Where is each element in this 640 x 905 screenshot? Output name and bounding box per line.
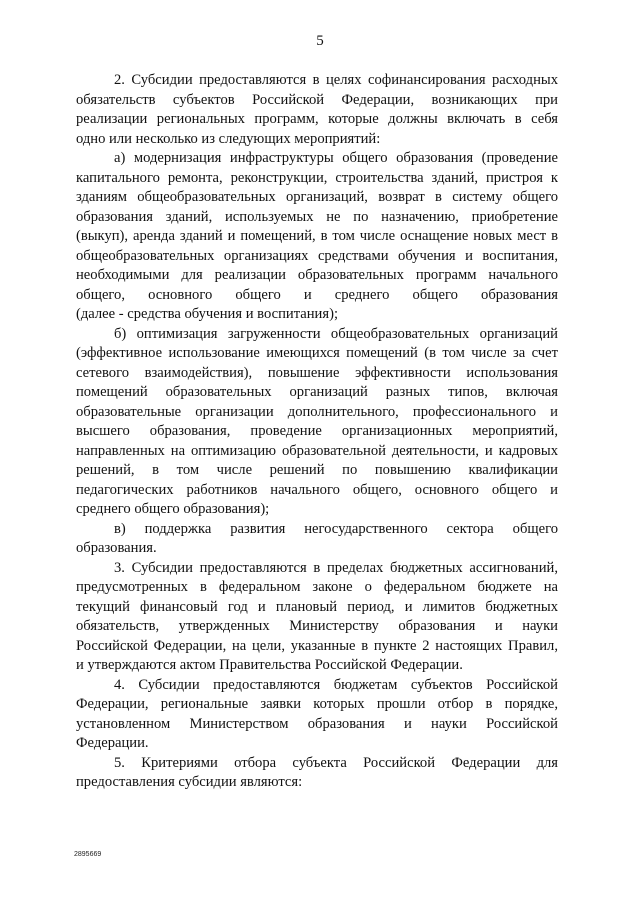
text-line: необходимыми для реализации образовательных программ начального	[76, 267, 558, 283]
text-line: б) оптимизация загруженности общеобразовательных организаций	[114, 325, 558, 342]
text-line: Российской Федерации, на цели, указанные в пункте 2 настоящих Правил,	[76, 637, 558, 654]
text-line: помещений образовательных организаций разных типов, включая	[76, 384, 558, 400]
text-line: Федерации, региональные заявки которых прошли отбор в порядке,	[76, 696, 558, 712]
document-body	[76, 71, 558, 793]
text-line: (эффективное использование имеющихся помещений (в том числе за счет	[76, 345, 558, 361]
text-line: предоставления субсидии являются:	[76, 774, 303, 790]
text-line: (далее - средства обучения и воспитания);	[76, 306, 338, 322]
page-number: 5	[316, 33, 324, 49]
text-line: а) модернизация инфраструктуры общего образования (проведение	[114, 150, 558, 166]
text-line: образования зданий, используемых не по назначению, приобретение	[76, 208, 558, 225]
text-line: общего, основного общего и среднего общего образования	[76, 286, 558, 303]
text-line: 5. Критериями отбора субъекта Российской Федерации для	[114, 754, 558, 771]
text-line: общеобразовательных организациях средствами обучения и воспитания,	[76, 247, 558, 264]
text-line: образовательные организации дополнительного, профессионального и	[76, 403, 558, 420]
text-line: 4. Субсидии предоставляются бюджетам субъектов Российской	[114, 676, 558, 693]
paragraph-5	[76, 754, 558, 793]
text-line: среднего общего образования);	[76, 501, 270, 517]
text-line: Федерации.	[76, 735, 149, 751]
text-line: 2. Субсидии предоставляются в целях софинансирования расходных	[114, 72, 558, 88]
text-line: реализации региональных программ, которые должны включать в себя	[76, 111, 558, 127]
text-line: установленном Министерством образования и науки Российской	[76, 715, 558, 732]
paragraph-2	[76, 71, 558, 149]
text-line: обязательств, утвержденных Министерству образования и науки	[76, 618, 558, 634]
paragraph-2b	[76, 325, 558, 520]
text-line: и утверждаются актом Правительства Российской Федерации.	[76, 657, 463, 673]
text-line: обязательств субъектов Российской Федерации, возникающих при	[76, 91, 558, 108]
text-line: 3. Субсидии предоставляются в пределах бюджетных ассигнований,	[114, 559, 558, 576]
text-line: педагогических работников начального общего, основного общего и	[76, 481, 558, 498]
document-code: 2895669	[74, 851, 102, 858]
text-line: капитального ремонта, реконструкции, строительства зданий, пристроя к	[76, 169, 558, 186]
text-line: предусмотренных в федеральном законе о федеральном бюджете на	[76, 579, 558, 595]
text-line: образования.	[76, 540, 157, 556]
text-line: одно или несколько из следующих мероприятий:	[76, 130, 381, 147]
paragraph-4	[76, 676, 558, 754]
paragraph-3	[76, 559, 558, 676]
text-line: зданиям общеобразовательных организаций, возврат в систему общего	[76, 189, 558, 205]
text-line: (выкуп), аренда зданий и помещений, в том числе оснащение новых мест в	[76, 228, 558, 244]
text-line: в) поддержка развития негосударственного сектора общего	[114, 520, 558, 537]
text-line: текущий финансовый год и плановый период, и лимитов бюджетных	[76, 598, 558, 615]
text-line: направленных на оптимизацию образовательной деятельности, и кадровых	[76, 442, 558, 459]
paragraph-2a	[76, 149, 558, 325]
text-line: решений, в том числе решений по повышению квалификации	[76, 462, 558, 478]
text-line: высшего образования, проведение организационных мероприятий,	[76, 423, 558, 439]
text-line: сетевого взаимодействия), повышение эффективности использования	[76, 364, 558, 381]
paragraph-2c	[76, 520, 558, 559]
